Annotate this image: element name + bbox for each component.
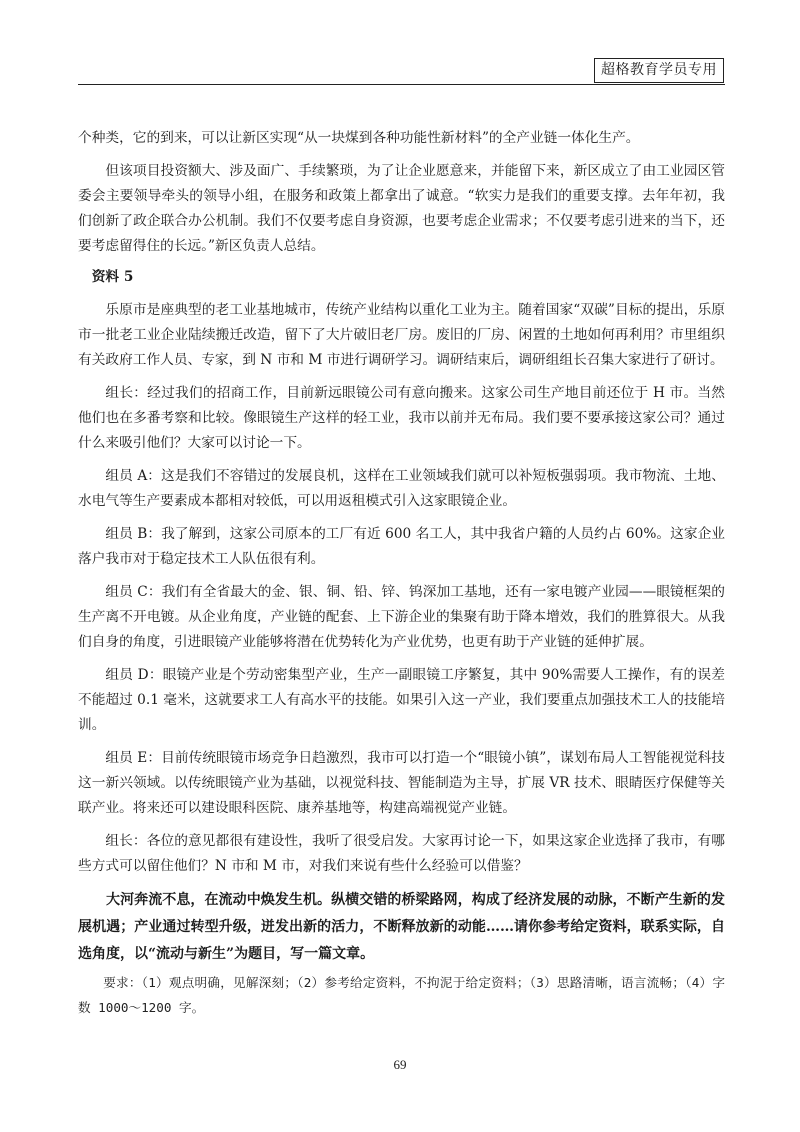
paragraph: 组长：各位的意见都很有建设性，我听了很受启发。大家再讨论一下，如果这家企业选择了我市，有哪些方式可以留住他们？N 市和 M 市，对我们来说有些什么经验可以借鉴？ <box>78 833 725 874</box>
paragraph: 组员 C：我们有全省最大的金、银、铜、铅、锌、钨深加工基地，还有一家电镀产业园——眼镜框架的生产离不开电镀。从企业角度，产业链的配套、上下游企业的集聚有助于降本增效，我们的胜算很大。从我们自身的角度，引进眼镜产业能够将潜在优势转化为产业优势，也更有助于产业链的延伸扩展。 <box>78 584 725 650</box>
paragraph: 组长：经过我们的招商工作，目前新远眼镜公司有意向搬来。这家公司生产地目前还位于 H 市。当然他们也在多番考察和比较。像眼镜生产这样的轻工业，我市以前并无布局。我们要不要承接这家公司？通过什么来吸引他们？大家可以讨论一下。 <box>78 385 725 451</box>
paragraph: 组员 B：我了解到，这家公司原本的工厂有近 600 名工人，其中我省户籍的人员约占 60%。这家企业落户我市对于稳定技术工人队伍很有利。 <box>78 526 725 567</box>
essay-requirements: 要求：（1）观点明确，见解深刻；（2）参考给定资料，不拘泥于给定资料；（3）思路清晰，语言流畅；（4）字数 1000～1200 字。 <box>78 975 725 1015</box>
paragraph-continuation: 个种类，它的到来，可以让新区实现“从一块煤到各种功能性新材料”的全产业链一体化生产。 <box>78 130 640 146</box>
header-rule <box>78 84 725 85</box>
header-label: 超格教育学员专用 <box>594 58 724 83</box>
paragraph: 但该项目投资额大、涉及面广、手续繁琐，为了让企业愿意来，并能留下来，新区成立了由工业园区管委会主要领导牵头的领导小组，在服务和政策上都拿出了诚意。“软实力是我们的重要支撑。去年年初，我们创新了政企联合办公机制。我们不仅要考虑自身资源，也要考虑企业需求；不仅要考虑引进来的当下，还要考虑留得住的长远。”新区负责人总结。 <box>78 163 725 254</box>
page-number: 69 <box>393 1057 407 1072</box>
paragraph: 组员 D：眼镜产业是个劳动密集型产业，生产一副眼镜工序繁复，其中 90%需要人工操作，有的误差不能超过 0.1 毫米，这就要求工人有高水平的技能。如果引入这一产业，我们要重点加强技术工人的技能培训。 <box>78 667 725 733</box>
section-title: 资料 5 <box>91 269 134 285</box>
paragraph: 组员 A：这是我们不容错过的发展良机，这样在工业领域我们就可以补短板强弱项。我市物流、土地、水电气等生产要素成本都相对较低，可以用返租模式引入这家眼镜企业。 <box>78 468 725 509</box>
paragraph: 乐原市是座典型的老工业基地城市，传统产业结构以重化工业为主。随着国家“双碳”目标的提出，乐原市一批老工业企业陆续搬迁改造，留下了大片破旧老厂房。废旧的厂房、闲置的土地如何再利用？市里组织有关政府工作人员、专家，到 N 市和 M 市进行调研学习。调研结束后，调研组组长召集大家进行了研讨。 <box>78 302 725 368</box>
paragraph: 组员 E：目前传统眼镜市场竞争日趋激烈，我市可以打造一个“眼镜小镇”，谋划布局人工智能视觉科技这一新兴领域。以传统眼镜产业为基础，以视觉科技、智能制造为主导，扩展 VR 技术、眼睛医疗保健等关联产业。将来还可以建设眼科医院、康养基地等，构建高端视觉产业链。 <box>78 750 725 816</box>
essay-prompt: 大河奔流不息，在流动中焕发生机。纵横交错的桥梁路网，构成了经济发展的动脉，不断产生新的发展机遇；产业通过转型升级，迸发出新的活力，不断释放新的动能……请你参考给定资料，联系实际，自选角度，以“流动与新生”为题目，写一篇文章。 <box>78 892 725 962</box>
page-body <box>78 126 725 1020</box>
